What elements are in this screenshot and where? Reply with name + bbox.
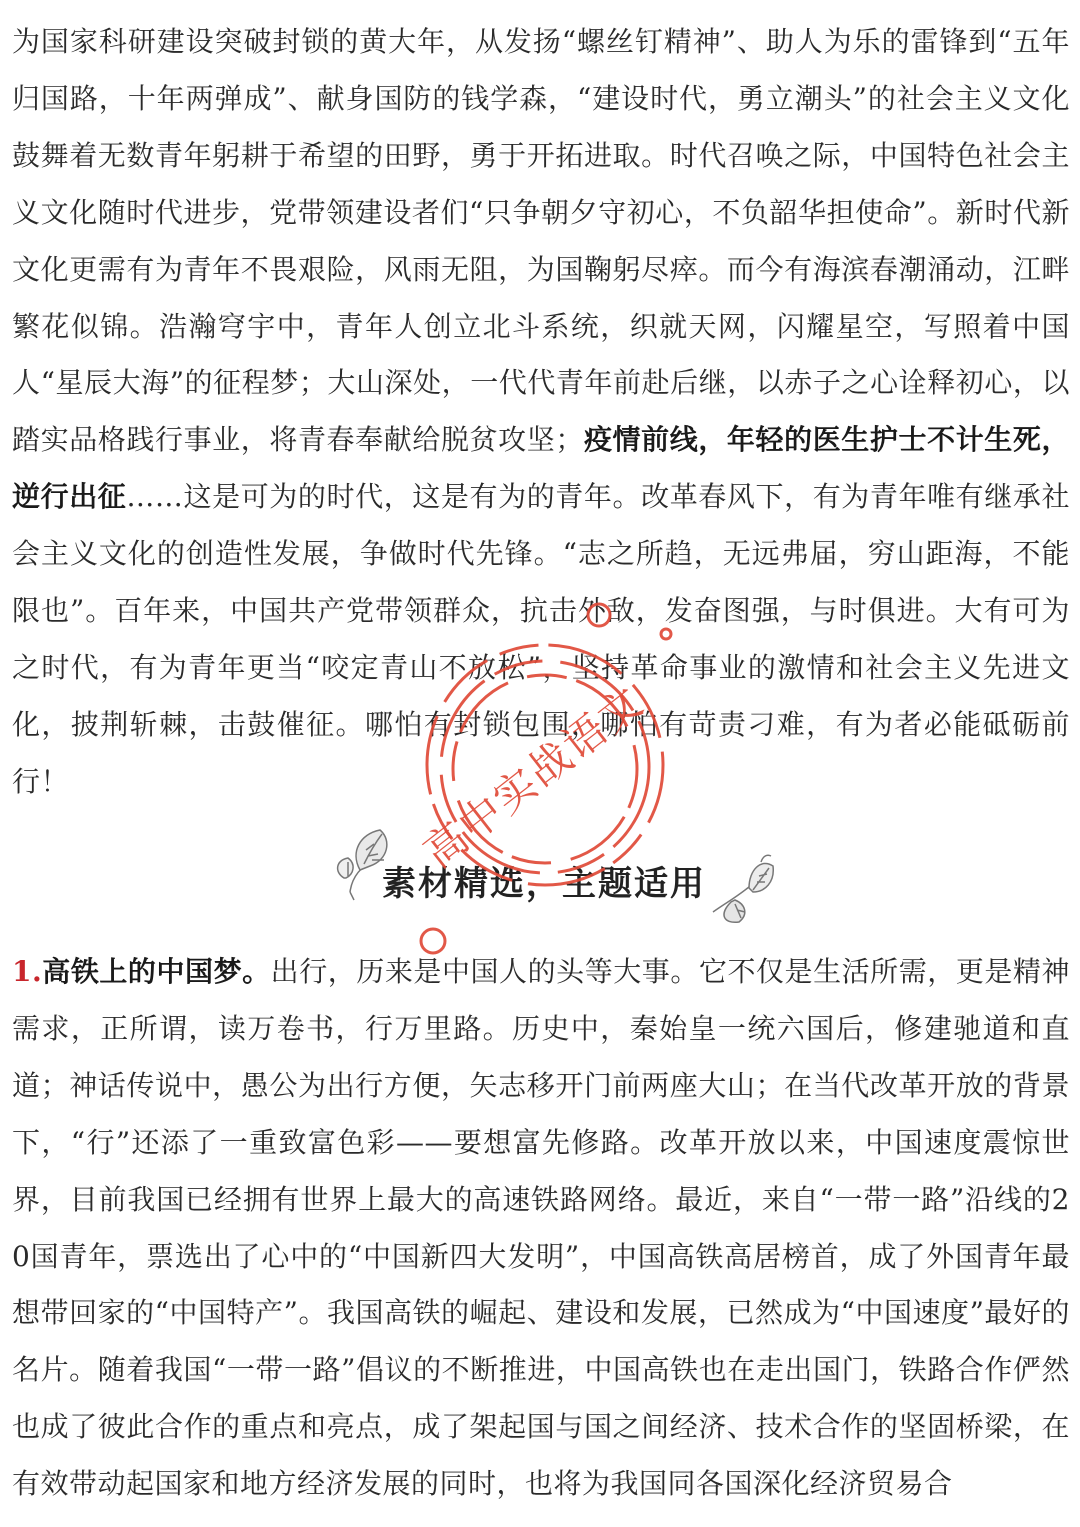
- paragraph-text-continued: ……这是可为的时代，这是有为的青年。改革春风下，有为青年唯有继承社会主义文化的创造性发展，争做时代先锋。“志之所趋，无远弗届，穷山距海，不能限也”。百年来，中国共产党带领群众，抗击外敌，发奋图强，与时俱进。大有可为之时代，有为青年更当“咬定青山不放松”，坚持革命事业的激情和社会主义先进文化，披荆斩棘，击鼓催征。哪怕有封锁包围，哪怕有苛责刁难，有为者必能砥砺前行！: [12, 480, 1070, 798]
- leaf-ornament-right-icon: [705, 852, 780, 927]
- item-number: 1.: [12, 955, 43, 988]
- item-title: 高铁上的中国梦。: [42, 955, 271, 988]
- essay-paragraph: [12, 14, 1070, 811]
- item-body: 出行，历来是中国人的头等大事。它不仅是生活所需，更是精神需求，正所谓，读万卷书，行万里路。历史中，秦始皇一统六国后，修建驰道和直道；神话传说中，愚公为出行方便，矢志移开门前两座大山；在当代改革开放的背景下，“行”还添了一重致富色彩——要想富先修路。改革开放以来，中国速度震惊世界，目前我国已经拥有世界上最大的高速铁路网络。最近，来自“一带一路”沿线的20国青年，票选出了心中的“中国新四大发明”，中国高铁高居榜首，成了外国青年最想带回家的“中国特产”。我国高铁的崛起、建设和发展，已然成为“中国速度”最好的名片。随着我国“一带一路”倡议的不断推进，中国高铁也在走出国门，铁路合作俨然也成了彼此合作的重点和亮点，成了架起国与国之间经济、技术合作的坚固桥梁，在有效带动起国家和地方经济发展的同时，也将为我国同各国深化经济贸易合: [12, 955, 1070, 1501]
- material-item-1: [12, 944, 1070, 1513]
- section-heading: 素材精选，主题适用: [382, 864, 706, 904]
- bold-phrase: 疫情前线，年轻的医生护士不计生死，逆行出征: [12, 423, 1070, 514]
- stamp-text: 高中实战语文: [414, 676, 653, 878]
- section-heading-block: [330, 822, 780, 932]
- paragraph-text: 为国家科研建设突破封锁的黄大年，从发扬“螺丝钉精神”、助人为乐的雷锋到“五年归国路，十年两弹成”、献身国防的钱学森，“建设时代，勇立潮头”的社会主义文化鼓舞着无数青年躬耕于希望的田野，勇于开拓进取。时代召唤之际，中国特色社会主义文化随时代进步，党带领建设者们“只争朝夕守初心，不负韶华担使命”。新时代新文化更需有为青年不畏艰险，风雨无阻，为国鞠躬尽瘁。而今有海滨春潮涌动，江畔繁花似锦。浩瀚穹宇中，青年人创立北斗系统，织就天网，闪耀星空，写照着中国人“星辰大海”的征程梦；大山深处，一代代青年前赴后继，以赤子之心诠释初心，以踏实品格践行事业，将青春奉献给脱贫攻坚；: [12, 25, 1070, 457]
